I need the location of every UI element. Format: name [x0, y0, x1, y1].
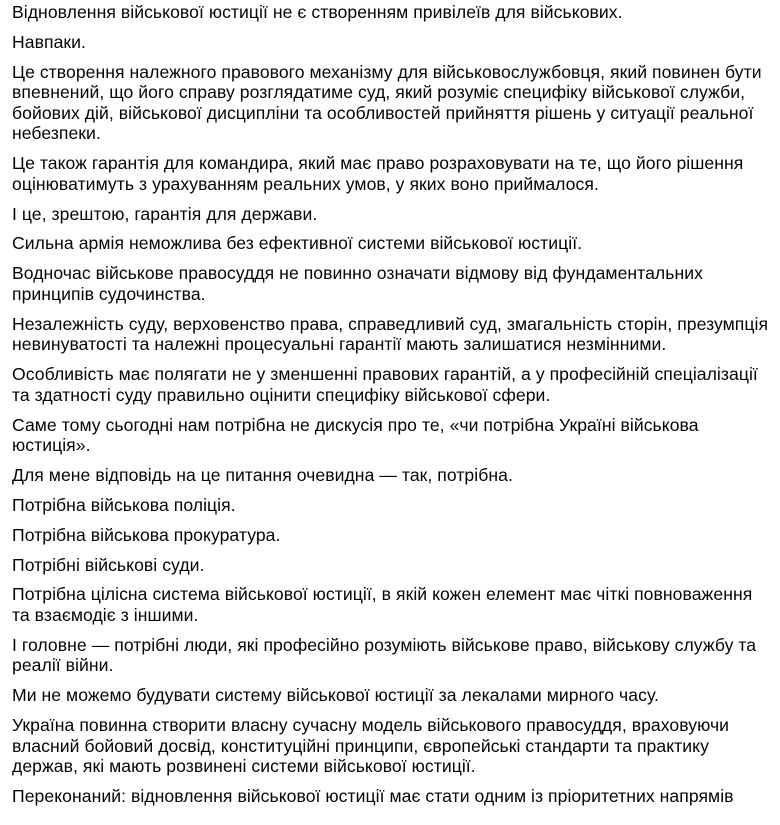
- post-paragraph: Незалежність суду, верховенство права, справедливий суд, змагальність сторін, презумпція невинуватості та належні процесуальні гарантії мають залишатися незмінними.: [12, 313, 769, 355]
- post-paragraph: Особливість має полягати не у зменшенні правових гарантій, а у професійній спеціалізації та здатності суду правильно оцінити специфіку військової сфери.: [12, 364, 758, 405]
- post-paragraph: Україна повинна створити власну сучасну модель військового правосуддя, враховуючи власний бойовий досвід, конституційні принципи, європейські стандарти та практику держав, які мають розвинені системи військової юстиції.: [12, 715, 730, 777]
- post-paragraph: І головне — потрібні люди, які професійно розуміють військове право, військову службу та реалії війни.: [12, 634, 757, 676]
- post-paragraph: Навпаки.: [12, 31, 86, 52]
- post-paragraph: Потрібна військова прокуратура.: [12, 524, 281, 545]
- post-paragraph: Потрібна цілісна система військової юстиції, в якій кожен елемент має чіткі повноваження та взаємодіє з іншими.: [12, 584, 753, 625]
- post-body: [12, 2, 772, 816]
- post-paragraph: Це створення належного правового механізму для військовослужбовця, який повинен бути впевнений, що його справу розглядатиме суд, який розуміє специфіку військової служби, бойових дій, військової дисципліни та особливостей прийняття рішень у ситуації реальної небезпеки.: [12, 61, 762, 144]
- post-paragraph: Відновлення військової юстиції не є створенням привілеїв для військових.: [12, 2, 623, 22]
- post-paragraph: Потрібна військова поліція.: [12, 494, 236, 515]
- post-paragraph: Ми не можемо будувати систему військової юстиції за лекалами мирного часу.: [12, 685, 659, 706]
- post-paragraph: Переконаний: відновлення військової юстиції має стати одним із пріоритетних напрямів: [12, 786, 734, 807]
- post-paragraph: Для мене відповідь на це питання очевидна — так, потрібна.: [12, 464, 513, 485]
- post-paragraph: Це також гарантія для командира, який має право розраховувати на те, що його рішення оцінюватимуть з урахуванням реальних умов, у яких воно приймалося.: [12, 153, 744, 194]
- post-paragraph: І це, зрештою, гарантія для держави.: [12, 203, 318, 224]
- post-paragraph: Сильна армія неможлива без ефективної системи військової юстиції.: [12, 233, 583, 254]
- post-paragraph: Саме тому сьогодні нам потрібна не дискусія про те, «чи потрібна Україні військова юстиція».: [12, 414, 699, 456]
- post-paragraph: Водночас військове правосуддя не повинно означати відмову від фундаментальних принципів судочинства.: [12, 263, 703, 304]
- post-paragraph: Потрібні військові суди.: [12, 554, 205, 575]
